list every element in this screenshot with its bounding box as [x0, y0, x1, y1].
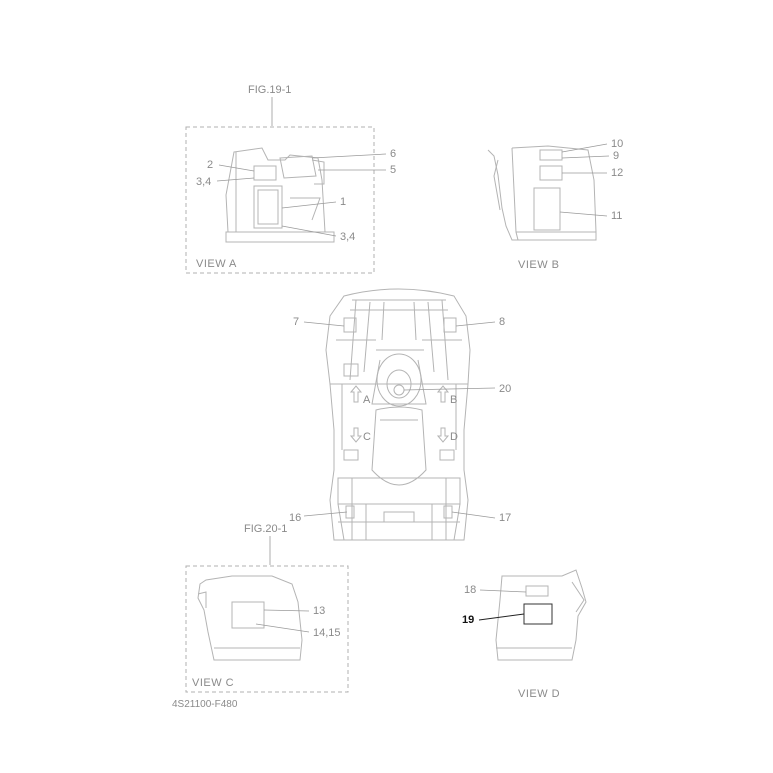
callout-7[interactable]: 7	[293, 316, 300, 328]
view-d-fender	[496, 570, 586, 660]
callout-3-4-b[interactable]: 3,4	[340, 231, 356, 243]
callout-19[interactable]: 19	[462, 614, 475, 626]
view-a-group	[186, 84, 396, 273]
callout-14-15[interactable]: 14,15	[313, 627, 341, 639]
arrow-a-label: A	[363, 394, 371, 406]
callout-8[interactable]: 8	[499, 316, 506, 328]
callout-18[interactable]: 18	[464, 584, 477, 596]
callout-17[interactable]: 17	[499, 512, 512, 524]
view-d-group	[462, 570, 586, 700]
callout-13[interactable]: 13	[313, 605, 326, 617]
view-c-group	[186, 523, 348, 692]
view-b-label: VIEW B	[518, 259, 560, 271]
callout-10[interactable]: 10	[611, 138, 624, 150]
callout-20[interactable]: 20	[499, 383, 512, 395]
part-number: 4S21100-F480	[172, 699, 238, 710]
callout-12[interactable]: 12	[611, 167, 624, 179]
fig-ref-top[interactable]: FIG.19-1	[248, 84, 292, 96]
view-b-fender	[488, 146, 596, 240]
callout-1[interactable]: 1	[340, 196, 347, 208]
view-c-label: VIEW C	[192, 677, 235, 689]
arrow-c-label: C	[363, 431, 371, 443]
view-c-fender	[198, 576, 302, 660]
callout-5[interactable]: 5	[390, 164, 397, 176]
atv-top-view	[326, 289, 470, 540]
view-a-fender	[226, 148, 334, 242]
view-b-group	[488, 138, 623, 271]
callout-9[interactable]: 9	[613, 150, 620, 162]
callout-2[interactable]: 2	[207, 159, 214, 171]
callout-11[interactable]: 11	[611, 210, 623, 222]
arrow-d-label: D	[450, 431, 458, 443]
arrow-b-label: B	[450, 394, 458, 406]
view-a-label: VIEW A	[196, 258, 237, 270]
label-19-highlight	[524, 604, 552, 624]
callout-6[interactable]: 6	[390, 148, 397, 160]
fig-ref-bottom[interactable]: FIG.20-1	[244, 523, 288, 535]
view-d-label: VIEW D	[518, 688, 561, 700]
callout-3-4-a[interactable]: 3,4	[196, 176, 212, 188]
callout-16[interactable]: 16	[289, 512, 302, 524]
